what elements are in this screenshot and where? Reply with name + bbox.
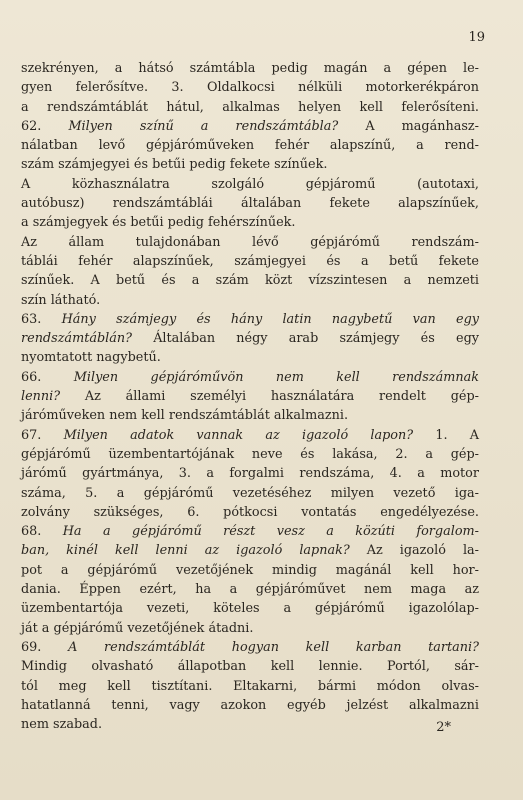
text-line: zolvány szükséges, 6. pótkocsi vontatás engedélyezése.	[21, 504, 479, 520]
text-line: hatatlanná tenni, vagy azokon egyéb jelzést alkalmazni	[21, 697, 479, 713]
text-line: üzembentartója vezeti, köteles a gépjárómű igazolólap-	[21, 601, 479, 617]
text-line: szín látható.	[21, 292, 101, 308]
text-line: autóbusz) rendszámtáblái általában fekete alapszínűek,	[21, 196, 479, 212]
text-line: szám számjegyei és betűi pedig fekete színűek.	[21, 157, 328, 173]
text-line: A közhasználatra szolgáló gépjáromű (autotaxi,	[21, 176, 479, 192]
text-line: nyomtatott nagybetű.	[21, 350, 161, 366]
text-line: rendszámtáblán? Általában négy arab számjegy és egy	[21, 331, 479, 347]
text-line: 63. Hány számjegy és hány latin nagybetű van egy	[21, 311, 479, 327]
text-line: a számjegyek és betűi pedig fehérszínűek.	[21, 215, 296, 231]
body-text	[21, 59, 479, 734]
text-line: dania. Éppen ezért, ha a gépjáróművet nem maga az	[21, 582, 479, 598]
text-line: 62. Milyen színű a rendszámtábla? A magánhasz-	[21, 118, 479, 134]
text-line: 67. Milyen adatok vannak az igazoló lapon? 1. A	[21, 427, 480, 443]
text-line: 68. Ha a gépjárómű részt vesz a közúti forgalom-	[21, 524, 479, 540]
text-line: táblái fehér alapszínűek, számjegyei és a betű fekete	[21, 253, 479, 269]
text-line: tól meg kell tisztítani. Eltakarni, bármi módon olvas-	[21, 678, 479, 694]
text-line: száma, 5. a gépjárómű vezetéséhez milyen vezető iga-	[21, 485, 479, 501]
text-line: színűek. A betű és a szám közt vízszintesen a nemzeti	[21, 273, 479, 289]
text-line: ban, kinél kell lenni az igazoló lapnak? Az igazoló la-	[21, 543, 479, 559]
text-line: nem szabad.	[21, 717, 103, 733]
page-number: 19	[468, 30, 485, 45]
text-line: lenni? Az állami személyi használatára rendelt gép-	[21, 389, 479, 405]
text-line: szekrényen, a hátsó számtábla pedig magán a gépen le-	[21, 61, 479, 76]
text-line: pot a gépjárómű vezetőjének mindig magánál kell hor-	[21, 562, 479, 578]
signature-mark: 2*	[436, 720, 451, 735]
text-line: gyen felerősítve. 3. Oldalkocsi nélküli motorkerékpáron	[21, 80, 479, 96]
text-line: a rendszámtáblát hátul, alkalmas helyen kell felerősíteni.	[21, 99, 479, 115]
text-line: járóműveken nem kell rendszámtáblát alkalmazni.	[21, 408, 349, 424]
text-line: 66. Milyen gépjáróművön nem kell rendszámnak	[21, 369, 479, 385]
text-line: 69. A rendszámtáblát hogyan kell karban tartani?	[21, 639, 480, 655]
text-line: nálatban levő gépjáróműveken fehér alapszínű, a rend-	[21, 138, 479, 154]
text-line: Mindig olvasható állapotban kell lennie. Portól, sár-	[21, 659, 479, 675]
text-line: Az állam tulajdonában lévő gépjárómű rendszám-	[21, 234, 479, 250]
text-line: gépjárómű üzembentartójának neve és lakása, 2. a gép-	[21, 446, 479, 462]
text-line: ját a gépjárómű vezetőjének átadni.	[21, 620, 254, 636]
text-line: járómű gyártmánya, 3. a forgalmi rendszáma, 4. a motor	[21, 466, 479, 482]
